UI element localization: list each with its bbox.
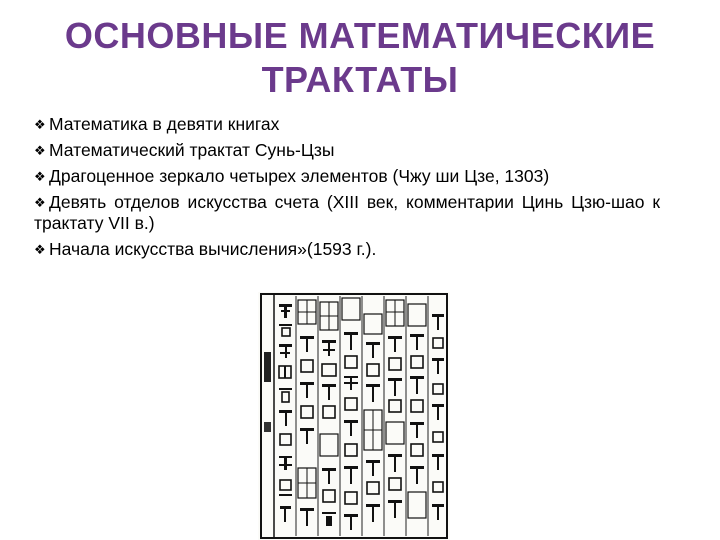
bullet-item <box>34 239 660 260</box>
diamond-check-bullet-icon: ❖ <box>34 143 46 158</box>
bullet-item <box>34 114 660 135</box>
slide-title: ОСНОВНЫЕ МАТЕМАТИЧЕСКИЕ ТРАКТАТЫ <box>64 15 656 100</box>
diamond-check-bullet-icon: ❖ <box>34 195 46 210</box>
diamond-check-bullet-icon: ❖ <box>34 242 46 257</box>
diamond-check-bullet-icon: ❖ <box>34 117 46 132</box>
bullet-text: Драгоценное зеркало четырех элементов (Чжу ши Цзе, 1303) <box>49 166 550 186</box>
treatise-scan-drawing <box>258 292 450 540</box>
bullet-item <box>34 166 660 187</box>
bullet-text: Девять отделов искусства счета (XIII век, комментарии Цинь Цзю-шао к трактату VII в.) <box>34 192 660 233</box>
bullet-text: Начала искусства вычисления»(1593 г.). <box>49 239 377 259</box>
bullet-list <box>34 114 660 265</box>
bullet-item <box>34 140 660 161</box>
bullet-item <box>34 192 660 234</box>
bullet-text: Математический трактат Сунь-Цзы <box>49 140 335 160</box>
bullet-text: Математика в девяти книгах <box>49 114 280 134</box>
diamond-check-bullet-icon: ❖ <box>34 169 46 184</box>
ancient-treatise-page-image <box>258 292 450 540</box>
